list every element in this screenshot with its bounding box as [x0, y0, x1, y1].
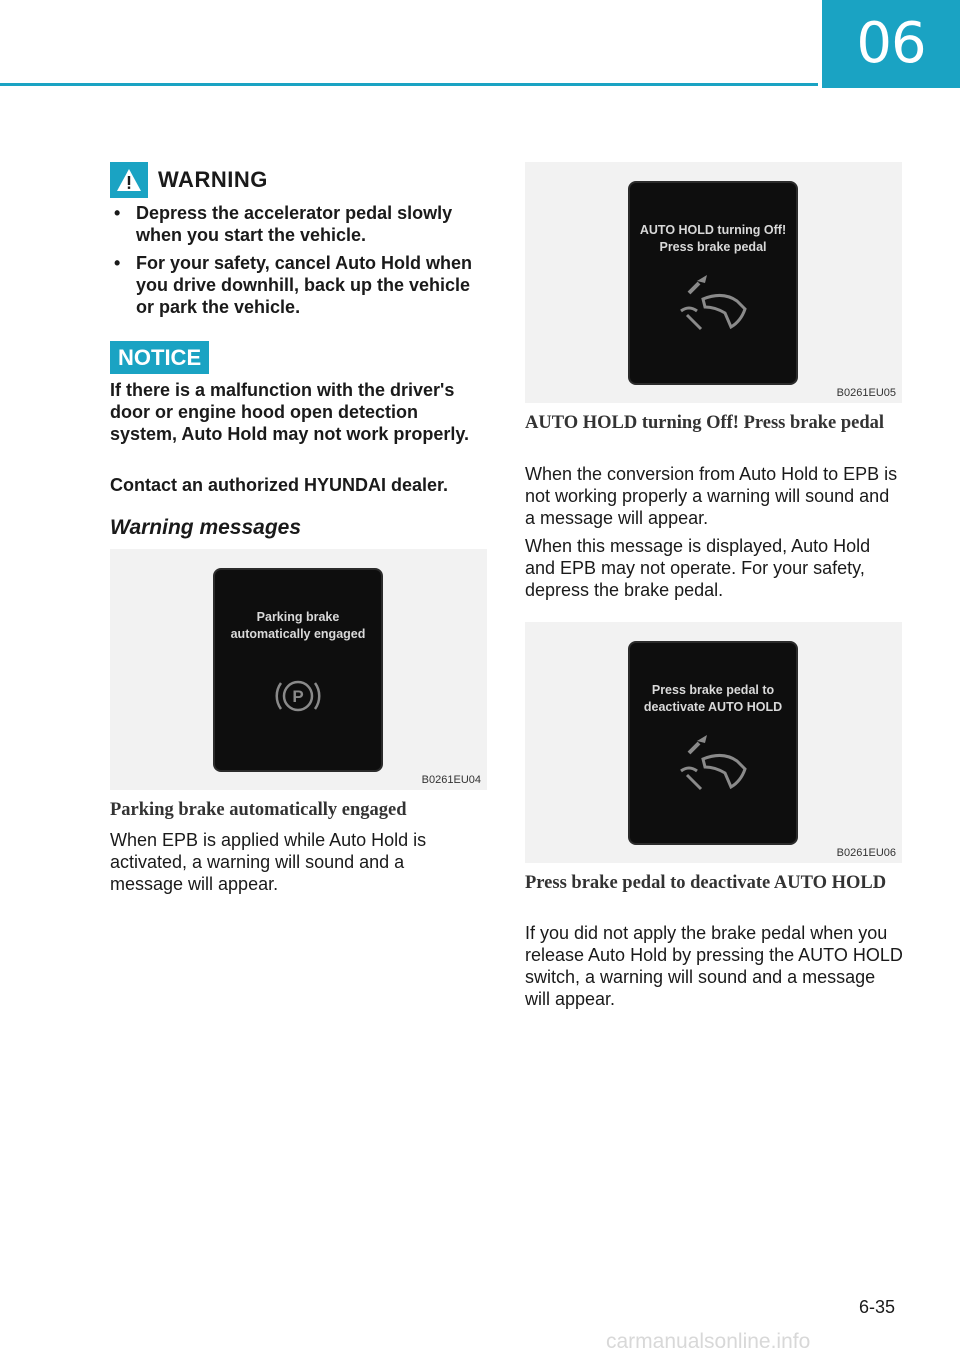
screen-message-line: Parking brake: [256, 610, 340, 624]
svg-text:P: P: [292, 687, 304, 706]
figure-parking-brake: [110, 549, 487, 790]
figure-auto-hold-off: [525, 162, 902, 403]
brake-pedal-foot-icon: [675, 731, 755, 801]
figure-code: B0261EU04: [421, 774, 481, 786]
watermark-logo: carmanualsonline.info: [606, 1330, 811, 1353]
section-title: Warning messages: [110, 516, 302, 539]
body-paragraph: When this message is displayed, Auto Hold and EPB may not operate. For your safety, depress the brake pedal.: [525, 536, 871, 600]
figure-caption: AUTO HOLD turning Off! Press brake pedal: [525, 413, 885, 433]
figure-caption: Press brake pedal to deactivate AUTO HOLD: [525, 873, 887, 893]
parking-brake-icon: [275, 675, 321, 717]
brake-pedal-foot-icon: [675, 271, 755, 341]
figure-code: B0261EU05: [836, 387, 896, 399]
notice-paragraph: If there is a malfunction with the driver's door or engine hood open detection system, Auto Hold may not work properly.: [110, 380, 470, 444]
screen-message-line: deactivate AUTO HOLD: [643, 700, 783, 714]
screen-message-line: Press brake pedal: [659, 240, 767, 254]
body-paragraph: If you did not apply the brake pedal when you release Auto Hold by pressing the AUTO HOLD switch, a warning will sound and a message will appear.: [525, 923, 903, 1009]
warning-list: [110, 202, 488, 324]
notice-title: NOTICE: [110, 341, 209, 374]
chapter-number: 06: [822, 0, 960, 88]
figure-caption: Parking brake automatically engaged: [110, 800, 407, 820]
warning-item: • For your safety, cancel Auto Hold when you drive downhill, back up the vehicle or park the vehicle.: [110, 252, 488, 318]
page-number: 6-35: [858, 1297, 895, 1317]
warning-item: • Depress the accelerator pedal slowly when you start the vehicle.: [110, 202, 488, 246]
figure-code: B0261EU06: [836, 847, 896, 859]
warning-triangle-icon: [110, 162, 148, 198]
cluster-screen: [630, 643, 796, 843]
warning-title: WARNING: [158, 167, 268, 192]
header-rule: [0, 83, 818, 86]
screen-message-line: automatically engaged: [230, 627, 366, 641]
screen-message-line: AUTO HOLD turning Off!: [639, 223, 787, 237]
warning-header: [110, 162, 268, 198]
cluster-screen: [630, 183, 796, 383]
notice-paragraph: Contact an authorized HYUNDAI dealer.: [110, 475, 449, 495]
body-paragraph: When EPB is applied while Auto Hold is activated, a warning will sound and a message will appear.: [110, 830, 427, 894]
screen-message-line: Press brake pedal to: [651, 683, 775, 697]
body-paragraph: When the conversion from Auto Hold to EPB is not working properly a warning will sound and a message will appear.: [525, 464, 898, 528]
figure-deactivate-auto-hold: [525, 622, 902, 863]
cluster-screen: [215, 570, 381, 770]
